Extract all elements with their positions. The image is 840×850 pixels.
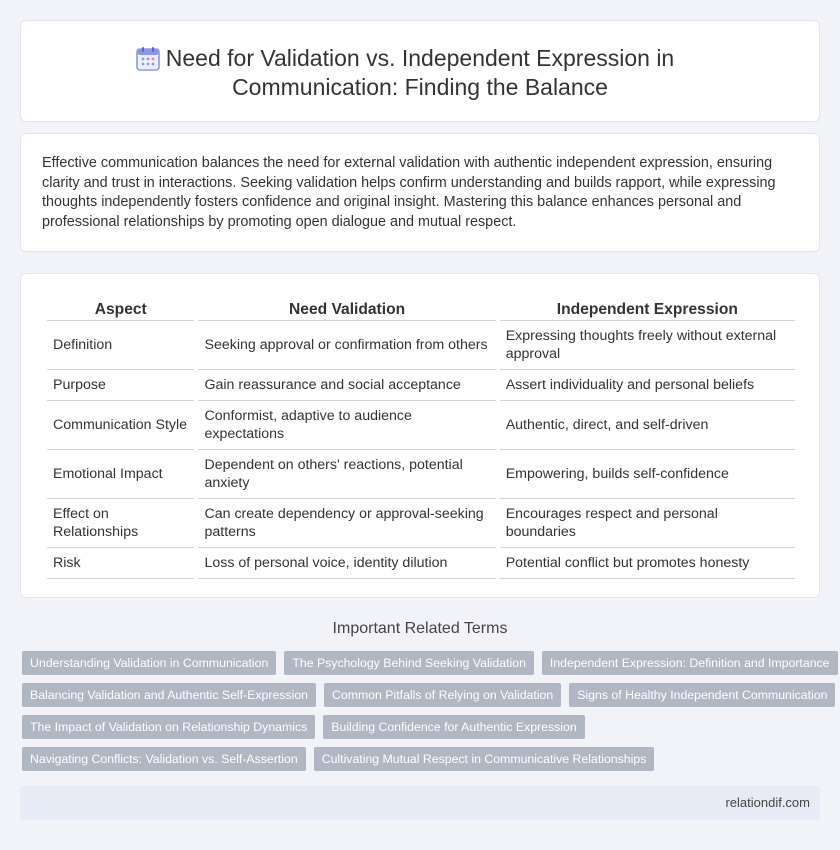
table-row: [47, 499, 795, 548]
footer: [20, 786, 820, 820]
table-row: [47, 401, 795, 450]
related-term-tag[interactable]: Common Pitfalls of Relying on Validation: [324, 683, 561, 707]
table-cell: Loss of personal voice, identity dilution: [198, 548, 495, 579]
table-cell: Emotional Impact: [47, 450, 194, 499]
table-cell: Risk: [47, 548, 194, 579]
table-cell: Dependent on others' reactions, potential anxiety: [198, 450, 495, 499]
related-terms-list: [22, 651, 830, 779]
table-cell: Can create dependency or approval-seeking patterns: [198, 499, 495, 548]
page-title-line2: Communication: Finding the Balance: [232, 74, 608, 100]
related-term-tag[interactable]: The Psychology Behind Seeking Validation: [284, 651, 534, 675]
table-cell: Conformist, adaptive to audience expectations: [198, 401, 495, 450]
table-row: [47, 321, 795, 370]
title-card: [20, 20, 820, 122]
intro-card: [20, 133, 820, 252]
table-cell: Definition: [47, 321, 194, 370]
related-term-tag[interactable]: Signs of Healthy Independent Communication: [569, 683, 835, 707]
table-cell: Purpose: [47, 370, 194, 401]
comparison-table-card: [20, 273, 820, 598]
related-term-tag[interactable]: Building Confidence for Authentic Expression: [323, 715, 584, 739]
related-term-tag[interactable]: Balancing Validation and Authentic Self-Expression: [22, 683, 316, 707]
page-title: [21, 44, 819, 102]
related-term-tag[interactable]: Understanding Validation in Communication: [22, 651, 276, 675]
related-term-tag[interactable]: Independent Expression: Definition and Importance: [542, 651, 838, 675]
header-aspect: Aspect: [47, 294, 194, 321]
table-cell: Potential conflict but promotes honesty: [500, 548, 795, 579]
comparison-table: [43, 294, 799, 579]
table-cell: Seeking approval or confirmation from others: [198, 321, 495, 370]
footer-site-name[interactable]: relationdif.com: [725, 795, 810, 810]
table-row: [47, 548, 795, 579]
table-cell: Encourages respect and personal boundaries: [500, 499, 795, 548]
table-cell: Empowering, builds self-confidence: [500, 450, 795, 499]
intro-paragraph: Effective communication balances the need for external validation with authentic independent expression, ensuring clarity and trust in interactions. Seeking validation helps confirm understanding and builds rapport, while expressing thoughts independently fosters confidence and original insight. Mastering this balance enhances personal and professional relationships by promoting open dialogue and mutual respect.: [42, 155, 776, 230]
table-cell: Gain reassurance and social acceptance: [198, 370, 495, 401]
table-row: [47, 370, 795, 401]
table-header-row: [47, 294, 795, 321]
header-independent-expression: Independent Expression: [500, 294, 795, 321]
table-row: [47, 450, 795, 499]
page-title-line1: Need for Validation vs. Independent Expression in: [165, 45, 675, 71]
table-cell: Authentic, direct, and self-driven: [500, 401, 795, 450]
related-term-tag[interactable]: Navigating Conflicts: Validation vs. Self-Assertion: [22, 747, 306, 771]
related-term-tag[interactable]: Cultivating Mutual Respect in Communicative Relationships: [314, 747, 655, 771]
table-cell: Expressing thoughts freely without external approval: [500, 321, 795, 370]
table-cell: Assert individuality and personal beliefs: [500, 370, 795, 401]
related-term-tag[interactable]: The Impact of Validation on Relationship Dynamics: [22, 715, 315, 739]
related-terms-title: Important Related Terms: [332, 620, 508, 637]
table-cell: Communication Style: [47, 401, 194, 450]
table-cell: Effect on Relationships: [47, 499, 194, 548]
header-need-validation: Need Validation: [198, 294, 495, 321]
